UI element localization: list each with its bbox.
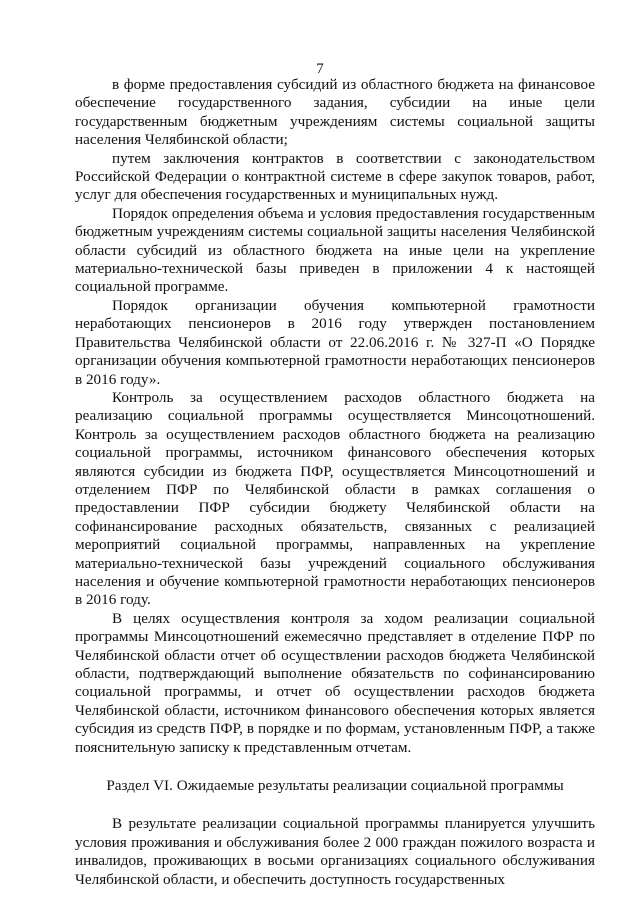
page-number: 7 bbox=[316, 61, 324, 77]
paragraph-subsidy-forms: в форме предоставления субсидий из областного бюджета на финансовое обеспечение государственного задания, субсидии на иные цели государственным бюджетным учреждениям системы социальной защиты населения Челябинской области; bbox=[75, 76, 595, 149]
paragraph-monthly-reporting: В целях осуществления контроля за ходом реализации социальной программы Минсоцотношений ежемесячно представляет в отделение ПФР по Челябинской области отчет об осуществлении расходов бюджета Челябинской области, подтверждающий выполнение обязательств по софинансированию социальной программы, и отчет об осуществлении расходов бюджета Челябинской области, источником финансового обеспечения которых является субсидия из средств ПФР, в порядке и по формам, установленным ПФР, а также пояснительную записку к представленным отчетам. bbox=[75, 609, 595, 756]
paragraph-computer-literacy: Порядок организации обучения компьютерной грамотности неработающих пенсионеров в 2016 году утвержден постановлением Правительства Челябинской области от 22.06.2016 г. № 327-П «О Порядке организации обучения компьютерной грамотности неработающих пенсионеров в 2016 году». bbox=[75, 296, 595, 388]
paragraph-expenditure-control: Контроль за осуществлением расходов областного бюджета на реализацию социальной программы осуществляется Минсоцотношений. Контроль за осуществлением расходов областного бюджета на реализацию социальной программы, источником финансового обеспечения которых являются субсидии из бюджета ПФР, осуществляется Минсоцотношений и отделением ПФР по Челябинской области в рамках соглашения о предоставлении ПФР субсидии бюджету Челябинской области на софинансирование расходных обязательств, связанных с реализацией мероприятий социальной программы, направленных на укрепление материально-технической базы учреждений социального обслуживания населения и обучение компьютерной грамотности неработающих пенсионеров в 2016 году. bbox=[75, 388, 595, 609]
section-heading: Раздел VI. Ожидаемые результаты реализации социальной программы bbox=[106, 777, 564, 795]
paragraph-contracts: путем заключения контрактов в соответствии с законодательством Российской Федерации о контрактной системе в сфере закупок товаров, работ, услуг для обеспечения государственных и муниципальных нужд. bbox=[75, 149, 595, 204]
paragraph-expected-results: В результате реализации социальной программы планируется улучшить условия проживания и обслуживания более 2 000 граждан пожилого возраста и инвалидов, проживающих в восьми организациях социального обслуживания Челябинской области, и обеспечить доступность государственных bbox=[75, 815, 595, 888]
document-body bbox=[75, 76, 595, 889]
paragraph-subsidy-procedure: Порядок определения объема и условия предоставления государственным бюджетным учреждениям системы социальной защиты населения Челябинской области субсидий из областного бюджета на иные цели на укрепление материально-технической базы приведен в приложении 4 к настоящей социальной программе. bbox=[75, 204, 595, 296]
